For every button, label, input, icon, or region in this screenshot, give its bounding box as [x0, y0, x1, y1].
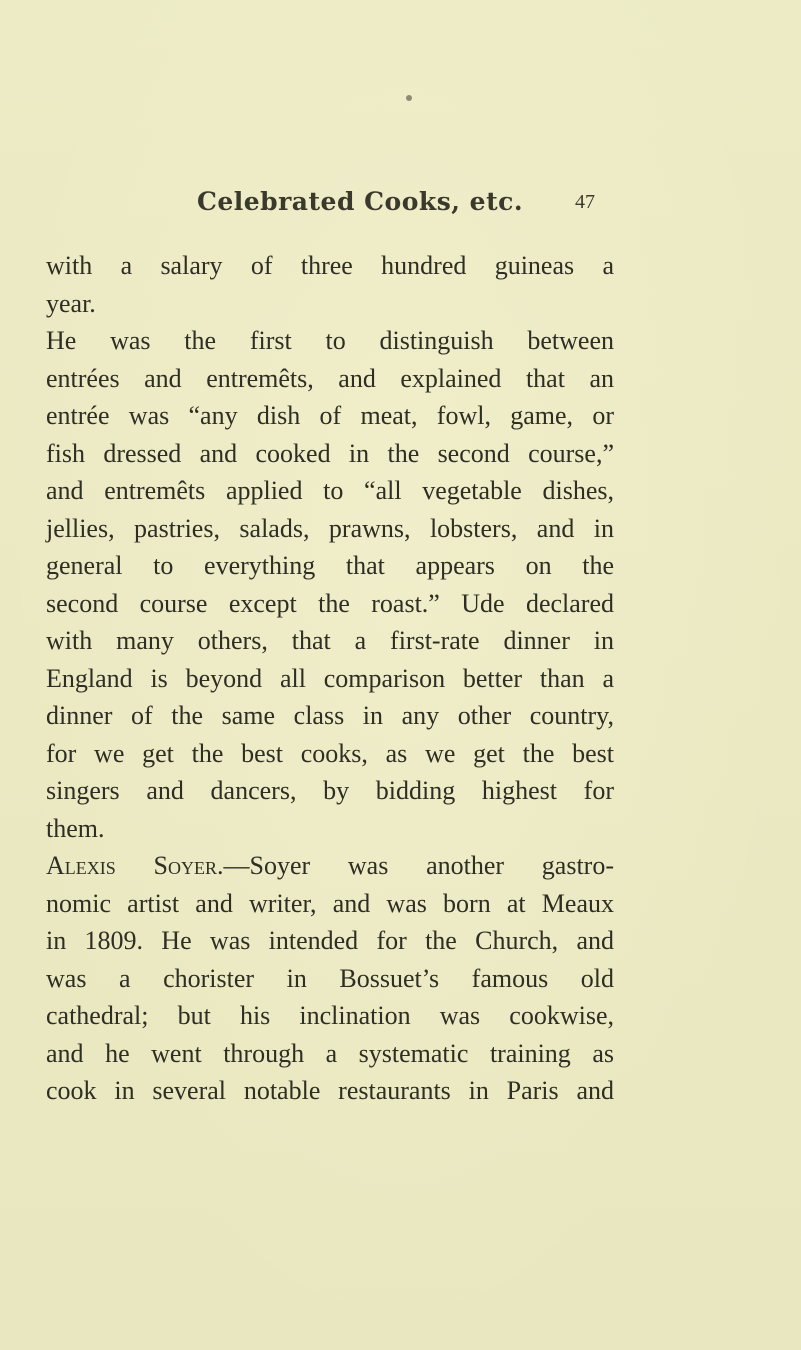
text-line: was a chorister in Bossuet’s famous old: [46, 963, 614, 993]
text-line: England is beyond all comparison better than a: [46, 663, 614, 693]
text-line: nomic artist and writer, and was born at Meaux: [46, 888, 614, 918]
text-line: with many others, that a first-rate dinner in: [46, 626, 614, 655]
text-line: and he went through a systematic training as: [46, 1038, 614, 1068]
ornament-dot: [406, 95, 412, 101]
text-line: jellies, pastries, salads, prawns, lobsters, and in: [46, 513, 614, 543]
text-line: dinner of the same class in any other country,: [46, 701, 614, 730]
text-line: general to everything that appears on the: [46, 551, 614, 580]
text-line: with a salary of three hundred guineas a: [46, 251, 614, 280]
text-line: fish dressed and cooked in the second course,”: [46, 438, 614, 468]
text-line: entrées and entremêts, and explained that an: [46, 363, 614, 393]
text-line: singers and dancers, by bidding highest for: [46, 776, 614, 805]
text-line: in 1809. He was intended for the Church, and: [46, 926, 614, 955]
page-number: 47: [575, 191, 595, 213]
text-line: He was the first to distinguish between: [46, 326, 614, 355]
text-line-section-start: [46, 847, 614, 885]
text-line: for we get the best cooks, as we get the best: [46, 738, 614, 768]
section-start-text: —Soyer was another gastro-: [223, 851, 614, 880]
text-line: them.: [46, 813, 105, 843]
text-line: cook in several notable restaurants in Paris and: [46, 1076, 614, 1105]
running-title: Celebrated Cooks, etc.: [196, 187, 524, 216]
text-line: entrée was “any dish of meat, fowl, game, or: [46, 401, 614, 430]
body-text: [46, 247, 614, 1110]
text-line: year.: [46, 288, 96, 318]
text-line: cathedral; but his inclination was cookwise,: [46, 1001, 614, 1030]
text-line: second course except the roast.” Ude declared: [46, 588, 614, 618]
running-head: [0, 187, 801, 227]
text-line: and entremêts applied to “all vegetable dishes,: [46, 476, 614, 505]
section-name: Alexis Soyer.: [46, 851, 224, 880]
